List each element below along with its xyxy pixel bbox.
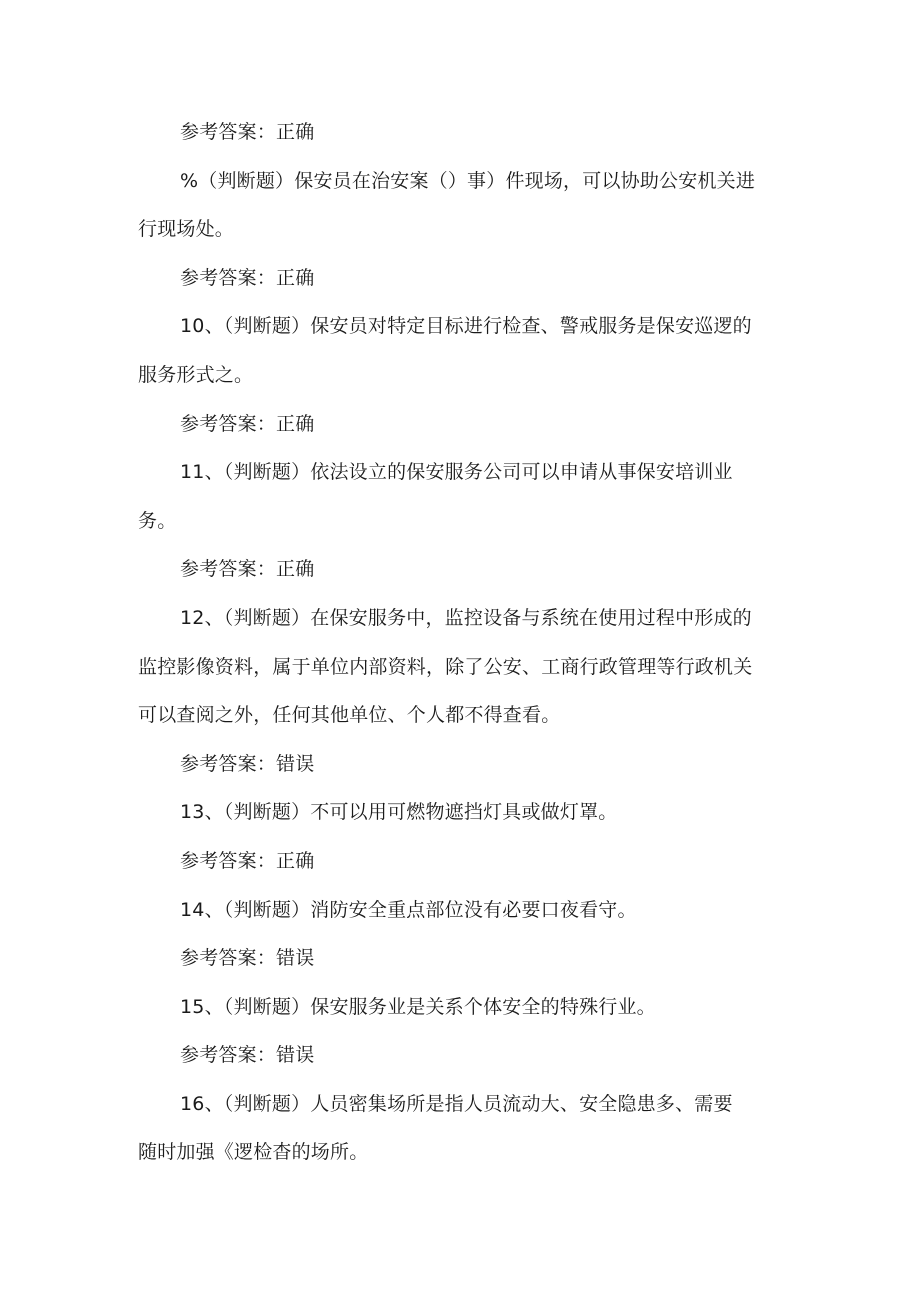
question-line-continued: 务。 xyxy=(138,509,177,532)
question-line: 12、（判断题）在保安服务中，监控设备与系统在使用过程中形成的 xyxy=(180,606,752,629)
question-line: 15、（判断题）保安服务业是关系个体安全的特殊行业。 xyxy=(180,995,656,1018)
document-body xyxy=(138,108,786,1177)
question-line: 13、（判断题）不可以用可燃物遮挡灯具或做灯罩。 xyxy=(180,801,618,824)
answer-line: 参考答案：正确 xyxy=(180,558,315,581)
question-line-continued: 随时加强《逻检杳的场所。 xyxy=(138,1141,369,1164)
answer-line: 参考答案：错误 xyxy=(180,947,315,970)
answer-line: 参考答案：错误 xyxy=(180,752,315,775)
question-line: %（判断题）保安员在治安案（）事）件现场，可以协助公安机关进 xyxy=(180,169,756,192)
answer-line: 参考答案：正确 xyxy=(180,849,315,872)
question-line-continued: 行现场处。 xyxy=(138,218,235,241)
answer-line: 参考答案：正确 xyxy=(180,121,315,143)
question-line-continued: 服务形式之。 xyxy=(138,363,254,386)
question-line: 11、（判断题）依法设立的保安服务公司可以申请从事保安培训业 xyxy=(180,461,733,484)
answer-line: 参考答案：正确 xyxy=(180,412,315,435)
answer-line: 参考答案：正确 xyxy=(180,266,315,289)
question-line: 16、（判断题）人员密集场所是指人员流动大、安全隐患多、需要 xyxy=(180,1092,733,1115)
question-line: 10、（判断题）保安员对特定目标进行检查、警戒服务是保安巡逻的 xyxy=(180,315,752,338)
question-line-continued: 监控影像资料，属于单位内部资料，除了公安、工商行政管理等行政机关 xyxy=(138,655,753,678)
question-line-continued: 可以查阅之外，任何其他单位、个人都不得查看。 xyxy=(138,704,561,727)
question-line: 14、（判断题）消防安全重点部位没有必要口夜看守。 xyxy=(180,898,637,921)
answer-line: 参考答案：错误 xyxy=(180,1044,315,1067)
